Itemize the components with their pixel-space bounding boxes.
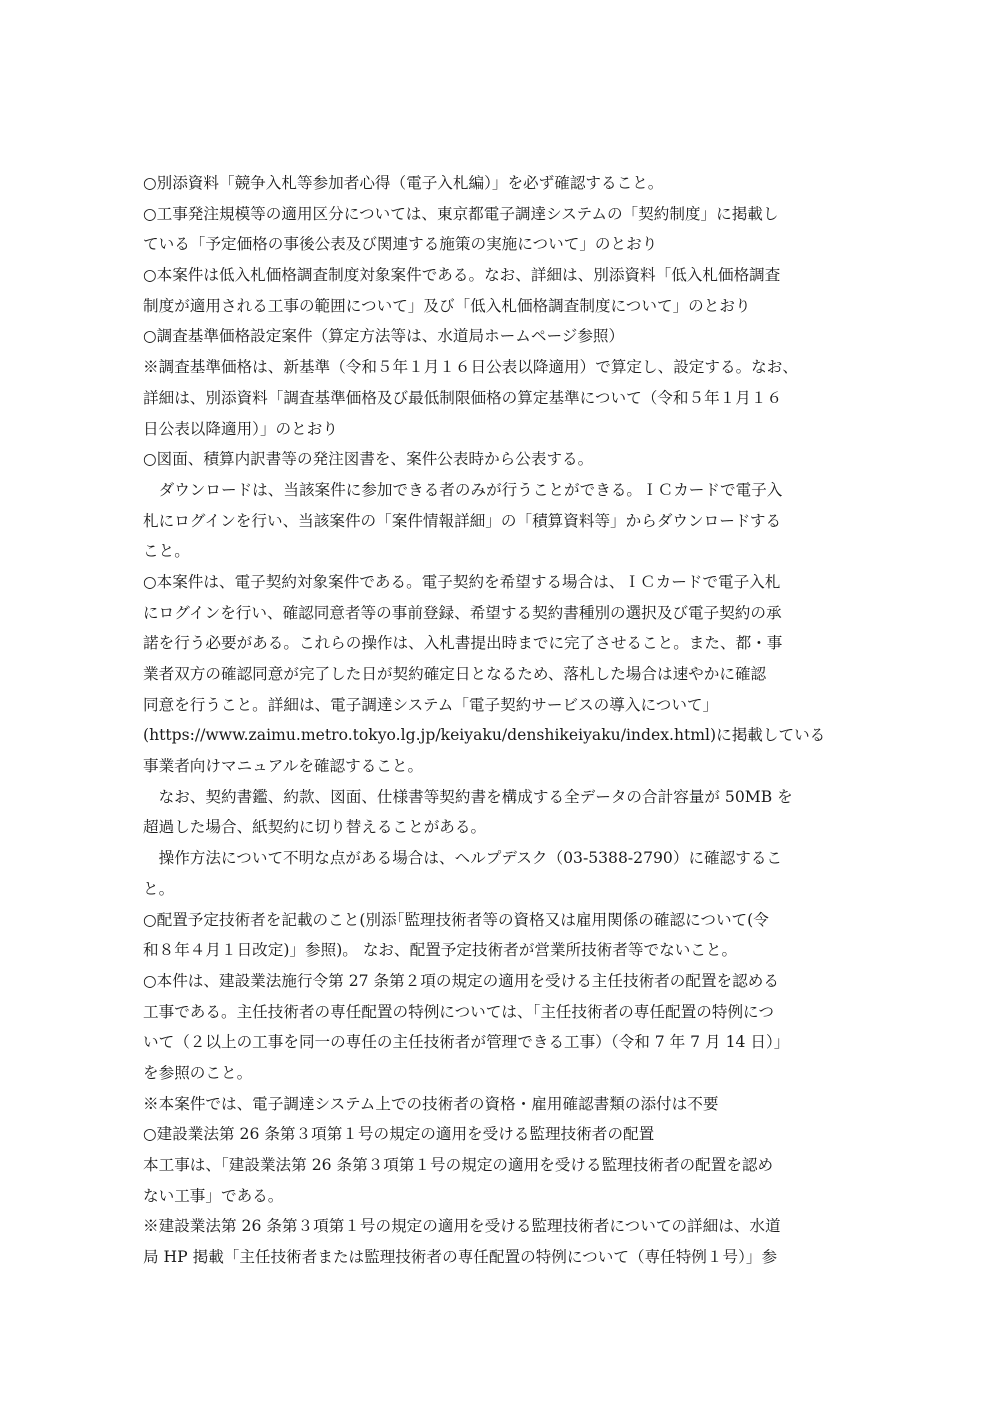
document-line: こと。 bbox=[143, 542, 190, 561]
document-line: ○配置予定技術者を記載のこと(別添｢監理技術者等の資格又は雇用関係の確認について(令 bbox=[143, 910, 769, 929]
document-line: 詳細は、別添資料「調査基準価格及び最低制限価格の算定基準について（令和５年１月１６ bbox=[143, 388, 783, 407]
document-line: ○本案件は低入札価格調査制度対象案件である。なお、詳細は、別添資料「低入札価格調査 bbox=[143, 266, 781, 285]
document-line: 和８年４月１日改定)」参照)。 なお、配置予定技術者が営業所技術者等でないこと。 bbox=[143, 941, 738, 960]
document-line: にログインを行い、確認同意者等の事前登録、希望する契約書種別の選択及び電子契約の承 bbox=[143, 603, 782, 622]
document-line: ○別添資料「競争入札等参加者心得（電子入札編）」を必ず確認すること。 bbox=[143, 174, 664, 192]
document-line: ※建設業法第 26 条第３項第１号の規定の適用を受ける監理技術者についての詳細は、水道 bbox=[143, 1217, 781, 1236]
document-line: 札にログインを行い、当該案件の「案件情報詳細」の「積算資料等」からダウンロードする bbox=[143, 511, 782, 530]
document-line: ○建設業法第 26 条第３項第１号の規定の適用を受ける監理技術者の配置 bbox=[143, 1125, 655, 1144]
document-line: ○本件は、建設業法施行令第 27 条第２項の規定の適用を受ける主任技術者の配置を認める bbox=[143, 971, 779, 990]
document-line: と。 bbox=[143, 879, 175, 898]
document-line: ている「予定価格の事後公表及び関連する施策の実施について」のとおり bbox=[143, 235, 658, 254]
document-line: 制度が適用される工事の範囲について」及び「低入札価格調査制度について」のとおり bbox=[143, 296, 751, 315]
document-line: 諾を行う必要がある。これらの操作は、入札書提出時までに完了させること。また、都・事 bbox=[143, 634, 783, 653]
document-line: ※本案件では、電子調達システム上での技術者の資格・雇用確認書類の添付は不要 bbox=[143, 1094, 719, 1113]
document-line: いて（２以上の工事を同一の専任の主任技術者が管理できる工事）（令和 7 年 7 月 14 日）」 bbox=[143, 1033, 790, 1052]
document-line: を参照のこと。 bbox=[143, 1063, 253, 1082]
document-line: 本工事は、「建設業法第 26 条第３項第１号の規定の適用を受ける監理技術者の配置を認め bbox=[143, 1156, 774, 1174]
document-line: 業者双方の確認同意が完了した日が契約確定日となるため、落札した場合は速やかに確認 bbox=[143, 665, 767, 683]
document-line: ダウンロードは、当該案件に参加できる者のみが行うことができる。ＩＣカードで電子入 bbox=[143, 480, 783, 499]
document-body bbox=[143, 168, 859, 1273]
document-line: 局 HP 掲載「主任技術者または監理技術者の専任配置の特例について（専任特例１号）」参 bbox=[143, 1248, 778, 1267]
document-line: ※調査基準価格は、新基準（令和５年１月１６日公表以降適用）で算定し、設定する。なお、 bbox=[143, 358, 798, 377]
document-line: 工事である。主任技術者の専任配置の特例については、「主任技術者の専任配置の特例につ bbox=[143, 1002, 774, 1021]
document-line: ○図面、積算内訳書等の発注図書を、案件公表時から公表する。 bbox=[143, 450, 594, 469]
document-line: 操作方法について不明な点がある場合は、ヘルプデスク（03-5388-2790）に確認するこ bbox=[143, 849, 783, 868]
document-line: 日公表以降適用）」のとおり bbox=[143, 419, 338, 438]
document-line: なお、契約書鑑、約款、図面、仕様書等契約書を構成する全データの合計容量が 50MB を bbox=[143, 787, 793, 806]
document-line: 同意を行うこと。詳細は、電子調達システム「電子契約サービスの導入について」 bbox=[143, 695, 719, 714]
document-line: ない工事」である。 bbox=[143, 1186, 284, 1205]
document-line: 超過した場合、紙契約に切り替えることがある。 bbox=[143, 818, 487, 837]
document-line: 事業者向けマニュアルを確認すること。 bbox=[143, 757, 424, 776]
document-line: ○調査基準価格設定案件（算定方法等は、水道局ホームページ参照） bbox=[143, 327, 625, 346]
document-line: ○本案件は、電子契約対象案件である。電子契約を希望する場合は、ＩＣカードで電子入札 bbox=[143, 572, 781, 591]
document-line: ○工事発注規模等の適用区分については、東京都電子調達システムの「契約制度」に掲載し bbox=[143, 204, 779, 223]
document-line: (https://www.zaimu.metro.tokyo.lg.jp/keiyaku/denshikeiyaku/index.html)に掲載している bbox=[143, 726, 826, 745]
